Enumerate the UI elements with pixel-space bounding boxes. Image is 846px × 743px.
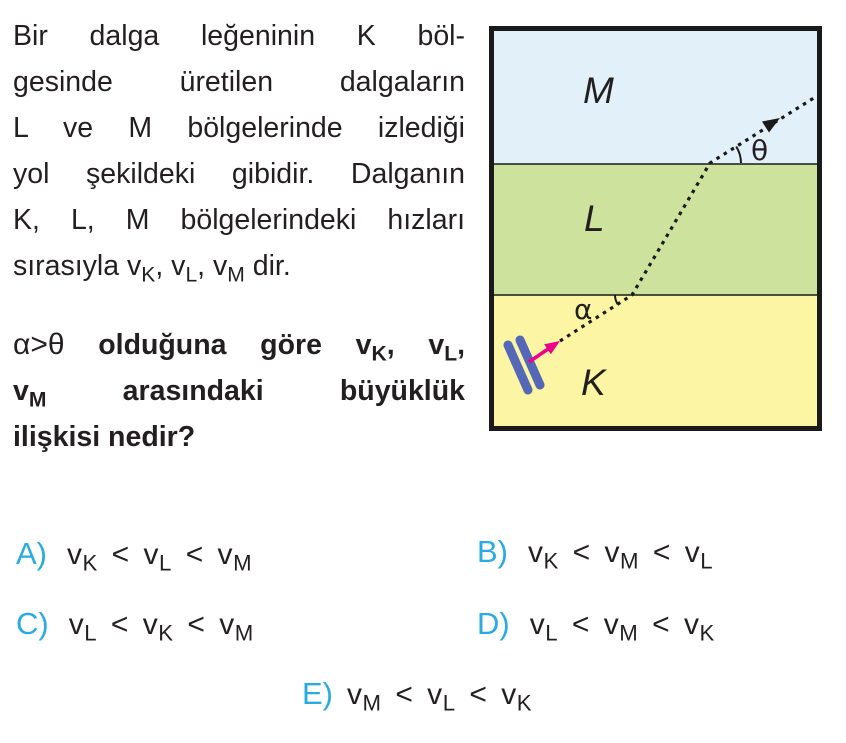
option-b-letter: B): [477, 534, 508, 569]
ask-line-1: α>θ olduğuna göre $v_K$, $v_L$,: [13, 328, 465, 366]
option-b-formula: $v_K < v_M < v_L$: [528, 536, 714, 574]
option-d[interactable]: [477, 606, 715, 646]
option-c-formula: $v_L < v_K < v_M$: [68, 608, 254, 646]
option-a[interactable]: [16, 536, 253, 576]
intro-line-1: Bir dalga leğeninin K böl-: [13, 20, 465, 52]
intro-line-6: sırasıyla $v_K$, $v_L$, $v_M$ dir.: [13, 250, 291, 287]
option-e-letter: E): [302, 676, 333, 711]
region-l: [489, 164, 822, 295]
ask-line-2: $v_M$ arasındaki büyüklük: [13, 375, 465, 412]
option-d-formula: $v_L < v_M < v_K$: [529, 608, 715, 646]
region-m: [489, 26, 822, 164]
question-intro: [13, 13, 465, 289]
angle-alpha-label: α: [574, 293, 593, 326]
region-label-l: L: [584, 198, 605, 239]
intro-line-3: L ve M bölgelerinde izlediği: [13, 112, 465, 144]
option-e[interactable]: [302, 676, 533, 716]
alpha-theta-inequality: α>θ: [13, 328, 65, 361]
angle-theta-label: θ: [751, 134, 769, 167]
wave-tank-diagram: [489, 26, 822, 431]
question-ask: [13, 322, 465, 460]
option-d-letter: D): [477, 606, 510, 641]
option-c[interactable]: [16, 606, 254, 646]
region-k: [489, 295, 822, 431]
intro-line-4: yol şekildeki gibidir. Dalganın: [13, 158, 465, 190]
intro-line-2: gesinde üretilen dalgaların: [13, 66, 465, 98]
option-c-letter: C): [16, 606, 49, 641]
option-b[interactable]: [477, 534, 714, 574]
option-a-formula: $v_K < v_L < v_M$: [67, 538, 253, 576]
intro-line-5: K, L, M bölgelerindeki hızları: [13, 204, 465, 236]
ask-line-3: ilişkisi nedir?: [13, 421, 196, 453]
option-a-letter: A): [16, 536, 47, 571]
option-e-formula: $v_M < v_L < v_K$: [347, 678, 533, 716]
region-label-k: K: [581, 362, 606, 403]
region-label-m: M: [583, 70, 614, 111]
